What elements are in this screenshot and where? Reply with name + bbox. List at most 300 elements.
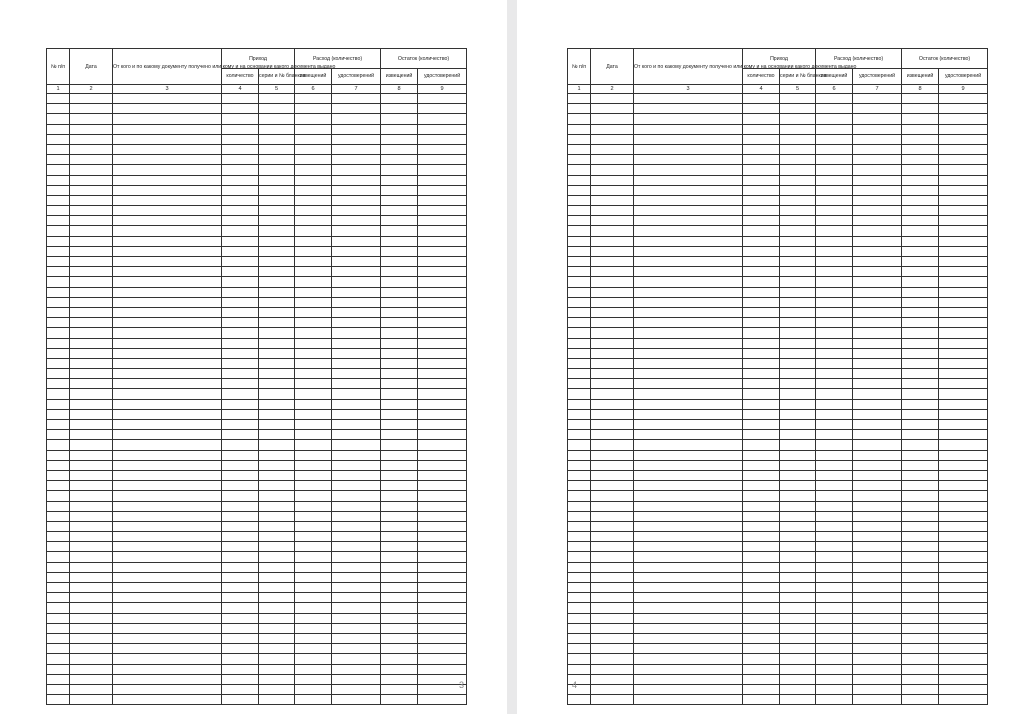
table-cell: [816, 379, 853, 389]
table-cell: [743, 664, 780, 674]
table-row: [47, 399, 467, 409]
table-cell: [853, 348, 902, 358]
table-cell: [259, 542, 295, 552]
table-cell: [591, 175, 634, 185]
table-cell: [816, 644, 853, 654]
table-cell: [939, 389, 988, 399]
table-cell: [902, 654, 939, 664]
table-cell: [591, 450, 634, 460]
table-cell: [591, 420, 634, 430]
table-cell: [222, 287, 259, 297]
table-cell: [47, 134, 70, 144]
table-cell: [591, 185, 634, 195]
table-row: [568, 603, 988, 613]
table-cell: [70, 206, 113, 216]
header-balance-certs: удостоверений: [939, 69, 988, 85]
table-cell: [816, 399, 853, 409]
table-cell: [47, 226, 70, 236]
table-cell: [47, 185, 70, 195]
table-cell: [902, 542, 939, 552]
table-cell: [743, 155, 780, 165]
table-cell: [70, 695, 113, 705]
table-cell: [568, 124, 591, 134]
table-cell: [902, 521, 939, 531]
table-cell: [418, 348, 467, 358]
table-cell: [939, 491, 988, 501]
table-cell: [295, 318, 332, 328]
table-cell: [743, 583, 780, 593]
table-cell: [381, 328, 418, 338]
table-cell: [591, 94, 634, 104]
table-cell: [295, 552, 332, 562]
table-cell: [259, 491, 295, 501]
table-cell: [743, 460, 780, 470]
table-row: [47, 470, 467, 480]
table-cell: [780, 633, 816, 643]
table-cell: [332, 440, 381, 450]
table-cell: [568, 114, 591, 124]
table-cell: [113, 94, 222, 104]
table-cell: [332, 684, 381, 694]
table-cell: [743, 144, 780, 154]
table-cell: [418, 491, 467, 501]
table-cell: [902, 532, 939, 542]
header-balance: Остаток (количество): [902, 49, 988, 69]
table-cell: [47, 165, 70, 175]
table-cell: [591, 267, 634, 277]
table-cell: [47, 328, 70, 338]
table-cell: [381, 358, 418, 368]
table-cell: [743, 267, 780, 277]
table-row: [568, 155, 988, 165]
table-cell: [332, 297, 381, 307]
table-cell: [222, 583, 259, 593]
table-cell: [591, 144, 634, 154]
table-row: [47, 613, 467, 623]
table-cell: [332, 542, 381, 552]
table-cell: [70, 358, 113, 368]
table-cell: [332, 124, 381, 134]
table-row: [568, 430, 988, 440]
table-cell: [47, 155, 70, 165]
table-cell: [816, 430, 853, 440]
table-row: [568, 267, 988, 277]
table-cell: [939, 328, 988, 338]
table-row: [568, 195, 988, 205]
table-cell: [47, 491, 70, 501]
table-cell: [816, 369, 853, 379]
table-cell: [902, 246, 939, 256]
table-cell: [113, 440, 222, 450]
table-cell: [222, 491, 259, 501]
table-cell: [418, 185, 467, 195]
table-cell: [939, 338, 988, 348]
table-cell: [853, 593, 902, 603]
table-cell: [418, 206, 467, 216]
table-cell: [902, 379, 939, 389]
table-cell: [222, 633, 259, 643]
table-cell: [381, 684, 418, 694]
table-cell: [47, 684, 70, 694]
table-cell: [113, 114, 222, 124]
table-cell: [418, 318, 467, 328]
table-cell: [259, 389, 295, 399]
table-cell: [222, 165, 259, 175]
table-cell: [259, 481, 295, 491]
table-cell: [780, 532, 816, 542]
table-cell: [47, 297, 70, 307]
table-cell: [47, 287, 70, 297]
table-cell: [222, 450, 259, 460]
table-cell: [259, 257, 295, 267]
table-cell: [113, 318, 222, 328]
table-cell: [743, 287, 780, 297]
table-cell: [634, 226, 743, 236]
table-cell: [418, 633, 467, 643]
table-cell: [853, 664, 902, 674]
table-cell: [634, 399, 743, 409]
table-cell: [634, 328, 743, 338]
table-cell: [902, 409, 939, 419]
column-number-row: [568, 85, 988, 94]
table-cell: [381, 644, 418, 654]
table-cell: [853, 481, 902, 491]
table-cell: [816, 216, 853, 226]
table-row: [47, 94, 467, 104]
table-cell: [113, 430, 222, 440]
table-cell: [568, 94, 591, 104]
table-cell: [568, 552, 591, 562]
table-cell: [222, 236, 259, 246]
table-cell: [332, 257, 381, 267]
table-cell: [222, 379, 259, 389]
table-cell: [568, 695, 591, 705]
table-cell: [259, 297, 295, 307]
column-number: 7: [332, 85, 381, 94]
table-cell: [780, 583, 816, 593]
table-row: [568, 440, 988, 450]
table-cell: [47, 633, 70, 643]
table-cell: [47, 593, 70, 603]
table-cell: [816, 583, 853, 593]
table-cell: [939, 379, 988, 389]
table-cell: [902, 440, 939, 450]
table-row: [47, 440, 467, 450]
table-cell: [70, 593, 113, 603]
table-cell: [568, 175, 591, 185]
table-cell: [743, 623, 780, 633]
table-cell: [780, 379, 816, 389]
table-cell: [47, 206, 70, 216]
table-cell: [418, 562, 467, 572]
table-cell: [47, 481, 70, 491]
table-cell: [591, 246, 634, 256]
table-cell: [418, 104, 467, 114]
table-cell: [259, 175, 295, 185]
table-cell: [634, 481, 743, 491]
table-cell: [222, 623, 259, 633]
table-cell: [816, 674, 853, 684]
table-cell: [743, 450, 780, 460]
table-cell: [634, 552, 743, 562]
table-cell: [295, 511, 332, 521]
table-cell: [780, 114, 816, 124]
table-cell: [47, 307, 70, 317]
table-cell: [70, 644, 113, 654]
table-cell: [332, 460, 381, 470]
table-cell: [634, 267, 743, 277]
table-cell: [816, 613, 853, 623]
table-row: [568, 175, 988, 185]
column-number-row: [47, 85, 467, 94]
table-cell: [332, 155, 381, 165]
table-cell: [295, 165, 332, 175]
table-cell: [902, 664, 939, 674]
table-cell: [47, 257, 70, 267]
table-row: [568, 511, 988, 521]
table-cell: [418, 134, 467, 144]
table-cell: [295, 430, 332, 440]
table-row: [568, 318, 988, 328]
table-cell: [568, 664, 591, 674]
table-cell: [295, 297, 332, 307]
table-cell: [418, 155, 467, 165]
table-cell: [743, 389, 780, 399]
table-cell: [113, 297, 222, 307]
table-row: [47, 246, 467, 256]
table-cell: [259, 450, 295, 460]
table-cell: [902, 603, 939, 613]
table-cell: [743, 470, 780, 480]
table-cell: [70, 450, 113, 460]
table-cell: [381, 307, 418, 317]
column-number: 8: [902, 85, 939, 94]
table-cell: [113, 481, 222, 491]
table-cell: [113, 420, 222, 430]
table-row: [568, 104, 988, 114]
table-row: [47, 562, 467, 572]
table-cell: [259, 307, 295, 317]
table-cell: [591, 155, 634, 165]
table-cell: [902, 369, 939, 379]
table-cell: [259, 287, 295, 297]
table-cell: [816, 257, 853, 267]
table-cell: [591, 114, 634, 124]
table-row: [568, 501, 988, 511]
table-cell: [743, 328, 780, 338]
table-cell: [816, 348, 853, 358]
table-cell: [939, 267, 988, 277]
table-cell: [381, 623, 418, 633]
table-cell: [568, 297, 591, 307]
table-cell: [568, 246, 591, 256]
table-row: [568, 623, 988, 633]
table-cell: [295, 277, 332, 287]
table-cell: [259, 114, 295, 124]
table-cell: [113, 521, 222, 531]
table-cell: [591, 654, 634, 664]
table-row: [47, 623, 467, 633]
table-cell: [743, 440, 780, 450]
table-cell: [222, 430, 259, 440]
table-cell: [113, 185, 222, 195]
table-cell: [939, 307, 988, 317]
table-cell: [332, 511, 381, 521]
table-cell: [332, 379, 381, 389]
table-cell: [332, 114, 381, 124]
table-cell: [113, 369, 222, 379]
table-cell: [743, 481, 780, 491]
table-cell: [780, 216, 816, 226]
table-cell: [634, 277, 743, 287]
table-cell: [853, 175, 902, 185]
table-cell: [418, 226, 467, 236]
table-cell: [332, 318, 381, 328]
table-cell: [568, 236, 591, 246]
table-cell: [295, 175, 332, 185]
table-cell: [47, 552, 70, 562]
table-cell: [332, 175, 381, 185]
table-row: [47, 348, 467, 358]
table-cell: [47, 583, 70, 593]
table-cell: [634, 460, 743, 470]
table-cell: [634, 307, 743, 317]
table-cell: [816, 226, 853, 236]
table-cell: [743, 501, 780, 511]
table-cell: [568, 521, 591, 531]
table-cell: [259, 379, 295, 389]
table-cell: [381, 511, 418, 521]
table-cell: [113, 389, 222, 399]
table-cell: [113, 684, 222, 694]
table-cell: [381, 695, 418, 705]
table-cell: [634, 562, 743, 572]
table-cell: [591, 583, 634, 593]
table-cell: [816, 542, 853, 552]
table-cell: [780, 389, 816, 399]
table-cell: [259, 318, 295, 328]
table-cell: [70, 684, 113, 694]
table-cell: [853, 521, 902, 531]
table-cell: [418, 358, 467, 368]
table-cell: [902, 338, 939, 348]
table-cell: [418, 542, 467, 552]
table-cell: [591, 481, 634, 491]
table-cell: [381, 460, 418, 470]
table-cell: [295, 379, 332, 389]
table-cell: [780, 481, 816, 491]
table-cell: [113, 593, 222, 603]
table-cell: [113, 633, 222, 643]
table-cell: [259, 399, 295, 409]
table-cell: [634, 257, 743, 267]
table-cell: [853, 104, 902, 114]
table-cell: [418, 470, 467, 480]
table-cell: [332, 695, 381, 705]
table-cell: [816, 409, 853, 419]
table-row: [47, 369, 467, 379]
table-cell: [259, 521, 295, 531]
table-cell: [222, 277, 259, 287]
header-expense: Расход (количество): [295, 49, 381, 69]
table-cell: [259, 216, 295, 226]
table-cell: [939, 583, 988, 593]
column-number: 4: [743, 85, 780, 94]
column-number: 9: [939, 85, 988, 94]
column-number: 3: [634, 85, 743, 94]
table-cell: [113, 206, 222, 216]
table-cell: [70, 195, 113, 205]
table-cell: [939, 674, 988, 684]
table-cell: [259, 460, 295, 470]
table-cell: [568, 277, 591, 287]
table-cell: [853, 532, 902, 542]
table-cell: [568, 358, 591, 368]
table-cell: [816, 206, 853, 216]
table-cell: [743, 318, 780, 328]
table-cell: [939, 399, 988, 409]
table-row: [47, 644, 467, 654]
table-cell: [381, 593, 418, 603]
table-cell: [568, 470, 591, 480]
table-cell: [47, 664, 70, 674]
table-cell: [47, 654, 70, 664]
table-cell: [816, 664, 853, 674]
table-cell: [47, 195, 70, 205]
table-cell: [780, 104, 816, 114]
table-cell: [295, 532, 332, 542]
table-cell: [222, 144, 259, 154]
table-cell: [902, 165, 939, 175]
table-cell: [902, 236, 939, 246]
table-cell: [634, 206, 743, 216]
table-cell: [853, 613, 902, 623]
table-cell: [418, 389, 467, 399]
table-row: [47, 583, 467, 593]
table-cell: [113, 328, 222, 338]
table-cell: [418, 593, 467, 603]
table-cell: [591, 358, 634, 368]
table-cell: [780, 318, 816, 328]
table-cell: [568, 562, 591, 572]
table-cell: [780, 491, 816, 501]
table-cell: [743, 277, 780, 287]
table-cell: [816, 267, 853, 277]
table-cell: [902, 695, 939, 705]
table-cell: [591, 470, 634, 480]
table-cell: [259, 236, 295, 246]
table-cell: [70, 664, 113, 674]
table-cell: [259, 593, 295, 603]
table-cell: [381, 654, 418, 664]
table-cell: [902, 206, 939, 216]
table-cell: [902, 155, 939, 165]
table-cell: [939, 613, 988, 623]
table-cell: [222, 94, 259, 104]
table-cell: [70, 155, 113, 165]
table-row: [568, 654, 988, 664]
table-cell: [418, 399, 467, 409]
table-cell: [113, 236, 222, 246]
table-cell: [113, 613, 222, 623]
column-number: 4: [222, 85, 259, 94]
table-cell: [902, 684, 939, 694]
table-cell: [222, 348, 259, 358]
table-cell: [418, 328, 467, 338]
table-cell: [591, 307, 634, 317]
table-cell: [47, 399, 70, 409]
table-cell: [591, 623, 634, 633]
